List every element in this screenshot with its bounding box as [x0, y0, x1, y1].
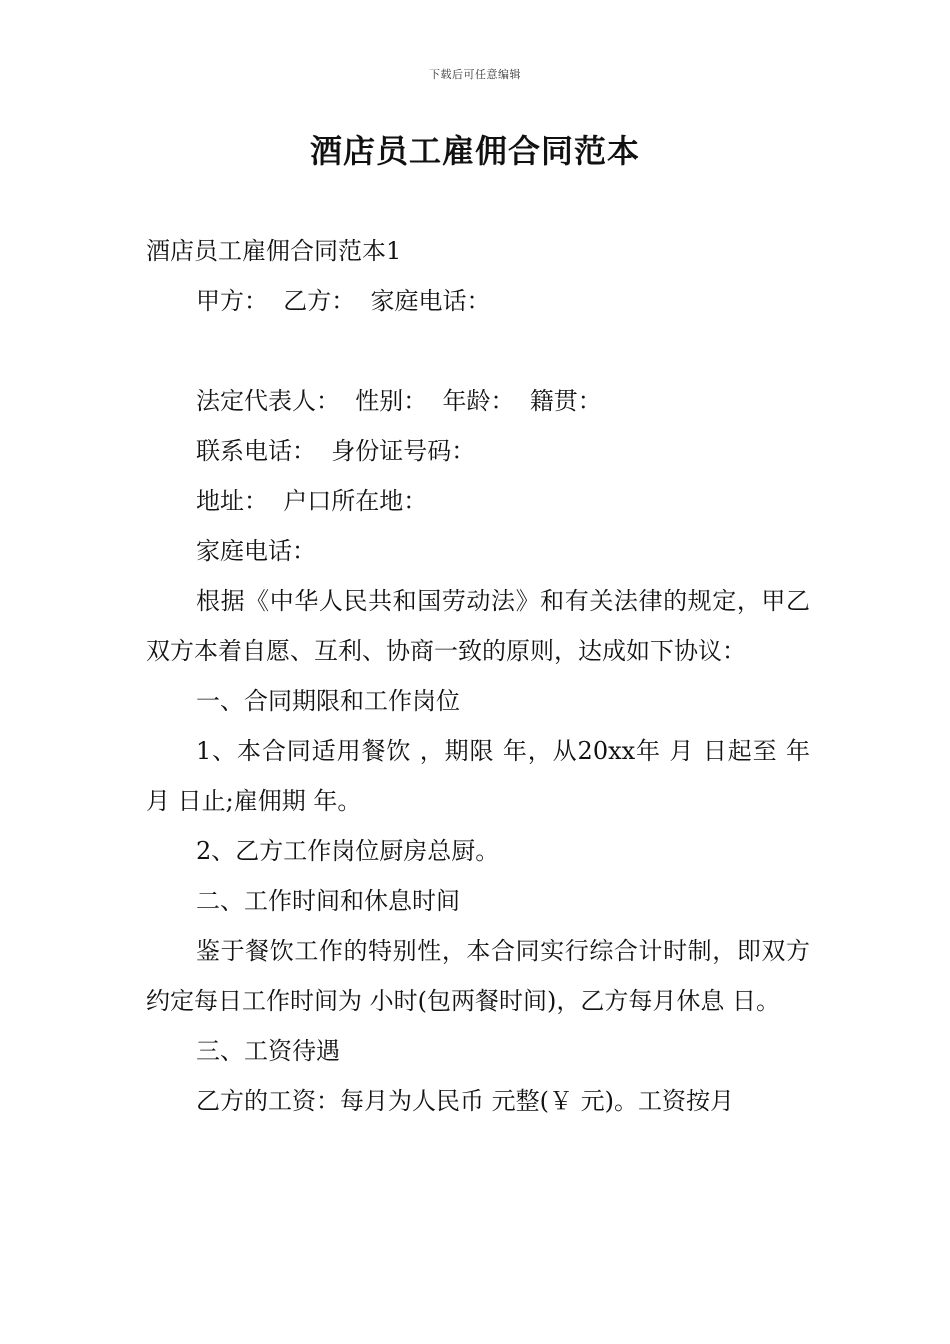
- clause-heading: 二、工作时间和休息时间: [196, 887, 460, 915]
- clause-paragraph: 乙方的工资：每月为人民币 元整(￥ 元)。工资按月: [196, 1087, 734, 1115]
- document-body: [146, 226, 818, 1126]
- clause-heading: 三、工资待遇: [196, 1037, 340, 1065]
- clause-paragraph: 鉴于餐饮工作的特别性，本合同实行综合计时制，即双方约定每日工作时间为 小时(包两餐时间)，乙方每月休息 日。: [146, 937, 810, 1015]
- document-title: 酒店员工雇佣合同范本: [309, 132, 640, 170]
- clause-paragraph: 2、乙方工作岗位厨房总厨。: [196, 837, 500, 865]
- clause-paragraph: 1、本合同适用餐饮 ，期限 年，从20xx年 月 日起至 年 月 日止;雇佣期 年。: [146, 737, 818, 815]
- address-line: 地址： 户口所在地：: [196, 487, 428, 515]
- blank-line: [146, 326, 810, 376]
- clause-heading: 一、合同期限和工作岗位: [196, 687, 460, 715]
- preamble-paragraph: 根据《中华人民共和国劳动法》和有关法律的规定，甲乙双方本着自愿、互利、协商一致的原则，达成如下协议：: [146, 587, 810, 665]
- header-note: 下载后可任意编辑: [429, 68, 521, 81]
- party-line: 甲方： 乙方： 家庭电话：: [196, 287, 491, 315]
- home-phone-line: 家庭电话：: [196, 537, 316, 565]
- representative-line: 法定代表人： 性别： 年龄： 籍贯：: [196, 387, 602, 415]
- contact-line: 联系电话： 身份证号码：: [196, 437, 476, 465]
- section-heading: 酒店员工雇佣合同范本1: [146, 237, 402, 265]
